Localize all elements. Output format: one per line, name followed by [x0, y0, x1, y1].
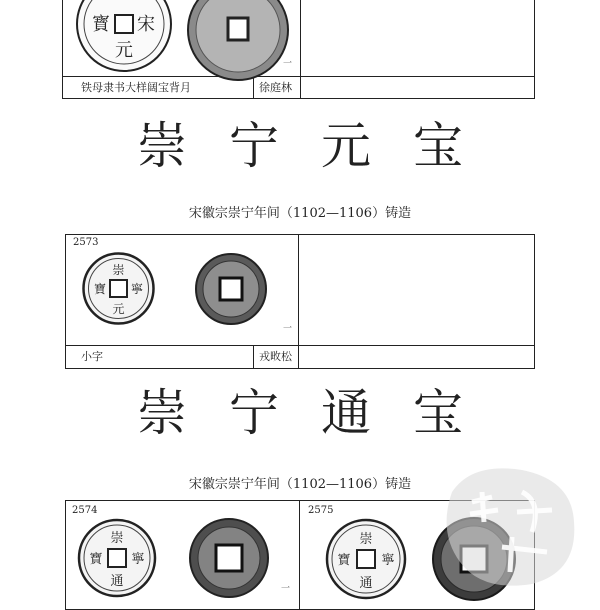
- section1-title: 崇宁元宝: [137, 117, 505, 175]
- section2-panel-divider: [299, 500, 300, 610]
- section2-item2-coin-char-top: 崇: [359, 532, 373, 547]
- top-panel-caption: 铁母隶书大样阔宝背月: [81, 81, 191, 94]
- top-panel-collector: 徐庭林: [259, 81, 292, 94]
- section1-coin-char-bottom: 元: [112, 302, 125, 316]
- top-coin-front: [74, 0, 174, 74]
- section2-item1-catalog-number: 2574: [72, 505, 98, 516]
- top-panel-divider: [300, 0, 301, 99]
- section1-dash: 一: [283, 324, 293, 334]
- top-coin-char-bottom: 元: [115, 40, 133, 61]
- section1-coin-char-top: 崇: [112, 263, 125, 277]
- section2-item2-coin-char-left: 寶: [337, 553, 351, 568]
- section1-coin-char-right: 寧: [130, 282, 144, 296]
- section1-coin-front: [81, 251, 156, 326]
- top-coin-char-right: 宋: [137, 14, 155, 35]
- section1-collector: 戎畋松: [259, 350, 292, 363]
- section2-item2-coin-front: [324, 517, 408, 601]
- section1-subtitle: 宋徽宗崇宁年间（1102—1106）铸造: [188, 206, 412, 221]
- section2-item1-coin-char-top: 崇: [110, 531, 124, 546]
- section1-caption-rule: [65, 345, 535, 346]
- top-coin-char-left: 寳: [92, 14, 110, 35]
- section2-title: 崇宁通宝: [137, 384, 505, 442]
- section1-caption-split: [253, 345, 254, 369]
- section2-item1-coin-front: [76, 517, 158, 599]
- top-panel-caption-rule: [62, 76, 535, 77]
- section2-item1-coin-char-bottom: 通: [110, 574, 124, 589]
- section2-item1-coin-char-left: 寶: [89, 552, 103, 567]
- section1-coin-back: [194, 252, 268, 326]
- top-panel-dash: 一: [283, 59, 293, 69]
- section2-item1-coin-char-right: 寧: [131, 552, 145, 567]
- section2-item1-dash: 一: [281, 584, 291, 594]
- section2-item2-coin-back: [431, 516, 517, 602]
- section2-item2-catalog-number: 2575: [308, 505, 334, 516]
- section1-caption: 小字: [81, 350, 103, 363]
- top-coin-back: [186, 0, 293, 82]
- section1-coin-char-left: 寶: [93, 282, 107, 296]
- section2-item2-coin-char-right: 寧: [381, 553, 395, 568]
- section2-item2-coin-char-bottom: 通: [359, 576, 373, 591]
- section1-panel-divider: [298, 234, 299, 369]
- section1-catalog-number: 2573: [73, 237, 99, 248]
- section2-item1-coin-back: [188, 517, 270, 599]
- section2-subtitle: 宋徽宗崇宁年间（1102—1106）铸造: [188, 477, 412, 492]
